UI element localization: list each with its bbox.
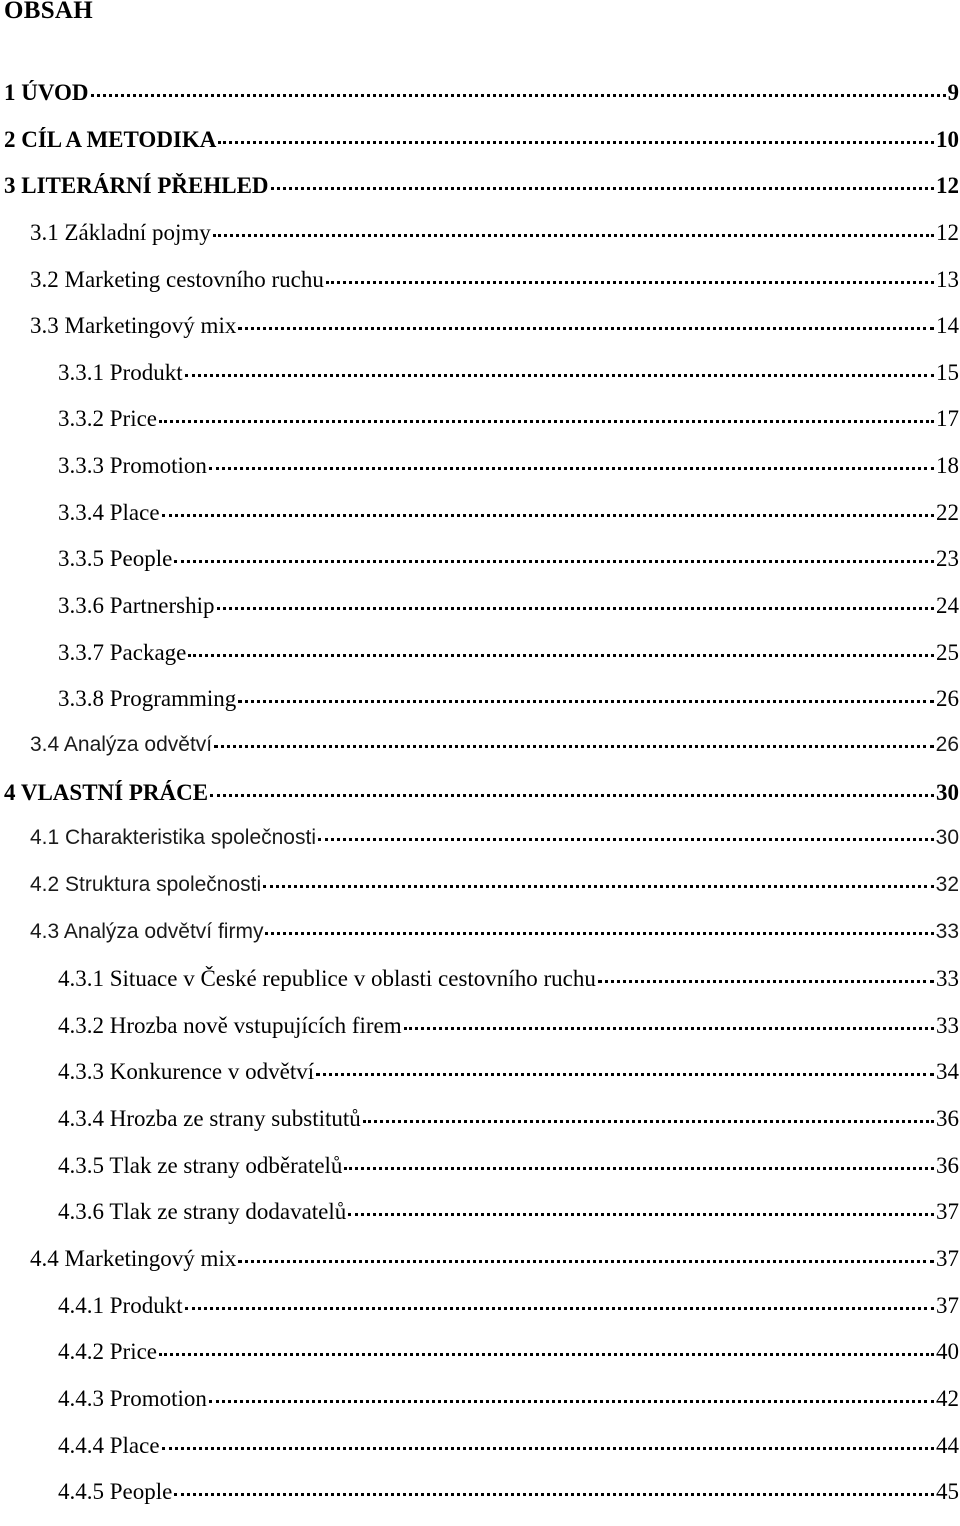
toc-entry[interactable] <box>0 920 960 967</box>
toc-entry-label: Place <box>110 1433 160 1458</box>
toc-entry-number: 4.4.5 <box>58 1479 104 1504</box>
toc-entry-page-number: 36 <box>936 1106 960 1132</box>
toc-entry-page-number: 17 <box>936 406 960 432</box>
toc-entry[interactable] <box>0 360 960 407</box>
dot-leader <box>218 137 934 144</box>
toc-entry-page-number: 33 <box>936 1013 960 1039</box>
dot-leader <box>213 230 934 237</box>
toc-entry-page-number: 18 <box>936 453 960 479</box>
toc-entry-label: Charakteristika společnosti <box>65 826 316 849</box>
toc-entry-label: Situace v České republice v oblasti cestovního ruchu <box>110 966 596 991</box>
toc-entry-page-number: 37 <box>936 1199 960 1225</box>
toc-entry-title <box>58 453 207 479</box>
toc-entry-label: People <box>110 546 173 571</box>
toc-entry-page-number: 37 <box>936 1293 960 1319</box>
toc-entry-label: Konkurence v odvětví <box>110 1059 314 1084</box>
toc-entry-page-number: 30 <box>936 826 960 850</box>
toc-entry-title <box>58 1386 207 1412</box>
toc-entry-title <box>4 127 216 153</box>
toc-entry-number: 4.4.4 <box>58 1433 104 1458</box>
toc-entry-label: Hrozba nově vstupujících firem <box>110 1013 402 1038</box>
toc-entry-number: 4.1 <box>30 826 59 849</box>
toc-entry-number: 3.3.2 <box>58 406 104 431</box>
toc-entry-label: LITERÁRNÍ PŘEHLED <box>21 173 268 198</box>
toc-entry-number: 3.2 <box>30 267 59 292</box>
toc-entry[interactable] <box>0 966 960 1013</box>
toc-entry-page-number: 33 <box>936 920 960 944</box>
toc-entry-label: Marketing cestovního ruchu <box>65 267 324 292</box>
toc-entry-title <box>58 1433 160 1459</box>
toc-entry-number: 4.4 <box>30 1246 59 1271</box>
toc-entry[interactable] <box>0 1293 960 1340</box>
dot-leader <box>363 1116 934 1123</box>
toc-entry[interactable] <box>0 453 960 500</box>
toc-entry-page-number: 26 <box>936 686 960 712</box>
toc-entry[interactable] <box>0 80 960 127</box>
toc-entry-number: 4.4.3 <box>58 1386 104 1411</box>
toc-entry[interactable] <box>0 127 960 174</box>
toc-entry-number: 3.3.1 <box>58 360 104 385</box>
toc-entry-label: People <box>110 1479 173 1504</box>
toc-entry[interactable] <box>0 593 960 640</box>
toc-entry[interactable] <box>0 1433 960 1480</box>
toc-entry-label: Produkt <box>110 1293 183 1318</box>
toc-entry-number: 4.4.2 <box>58 1339 104 1364</box>
toc-entry-page-number: 40 <box>936 1339 960 1365</box>
toc-entry-number: 3.3.4 <box>58 500 104 525</box>
toc-entry-number: 3.3.3 <box>58 453 104 478</box>
toc-entry-page-number: 42 <box>936 1386 960 1412</box>
toc-entry-page-number: 22 <box>936 500 960 526</box>
toc-entry-label: Základní pojmy <box>65 220 211 245</box>
toc-entry-label: Tlak ze strany odběratelů <box>109 1153 342 1178</box>
toc-entry-number: 3.3.8 <box>58 686 104 711</box>
toc-entry[interactable] <box>0 406 960 453</box>
dot-leader <box>210 790 934 797</box>
toc-entry[interactable] <box>0 546 960 593</box>
dot-leader <box>174 556 934 563</box>
toc-entry-title <box>30 1246 236 1272</box>
toc-entry-page-number: 32 <box>936 873 960 897</box>
dot-leader <box>159 1349 934 1356</box>
toc-entry-title <box>58 1199 346 1225</box>
toc-entry[interactable] <box>0 1386 960 1433</box>
toc-entry-title <box>58 1106 361 1132</box>
toc-entry-title <box>58 360 183 386</box>
dot-leader <box>185 1303 934 1310</box>
toc-entry-page-number: 14 <box>936 313 960 339</box>
dot-leader <box>188 650 934 657</box>
dot-leader <box>316 1069 934 1076</box>
toc-entry-title <box>30 873 261 897</box>
dot-leader <box>162 1443 934 1450</box>
toc-entry-label: Partnership <box>110 593 215 618</box>
dot-leader <box>214 741 933 748</box>
toc-entry[interactable] <box>0 780 960 827</box>
toc-entry[interactable] <box>0 1059 960 1106</box>
toc-entry-page-number: 30 <box>936 780 960 806</box>
toc-entry-number: 4.3.2 <box>58 1013 104 1038</box>
dot-leader <box>263 881 933 888</box>
toc-entry-number: 3.3.7 <box>58 640 104 665</box>
toc-entry[interactable] <box>0 267 960 314</box>
toc-entry-title <box>58 1293 183 1319</box>
toc-entry-title <box>30 267 324 293</box>
toc-entry-title <box>58 1059 314 1085</box>
toc-entry-title <box>4 173 269 199</box>
toc-entry-label: Package <box>110 640 187 665</box>
toc-entry-label: Analýza odvětví <box>64 733 212 756</box>
dot-leader <box>209 1396 934 1403</box>
toc-entry-number: 4.3.3 <box>58 1059 104 1084</box>
toc-entry-title <box>30 313 236 339</box>
toc-entry-label: Struktura společnosti <box>65 873 261 896</box>
toc-entry-page-number: 25 <box>936 640 960 666</box>
toc-entry[interactable] <box>0 173 960 220</box>
toc-entry-number: 3.3.5 <box>58 546 104 571</box>
dot-leader <box>404 1023 934 1030</box>
toc-entry-label: Tlak ze strany dodavatelů <box>109 1199 346 1224</box>
toc-entry-label: Price <box>110 406 157 431</box>
toc-entry-title <box>58 1479 172 1505</box>
toc-entry-title <box>58 500 160 526</box>
dot-leader <box>174 1489 934 1496</box>
toc-entry-number: 4.3.1 <box>58 966 104 991</box>
dot-leader <box>318 834 934 841</box>
toc-entry[interactable] <box>0 826 960 873</box>
toc-entry-page-number: 33 <box>936 966 960 992</box>
toc-entry-page-number: 37 <box>936 1246 960 1272</box>
toc-entry-title <box>58 686 236 712</box>
dot-leader <box>265 928 933 935</box>
toc-entry-label: Programming <box>110 686 237 711</box>
toc-entry-number: 4.3.4 <box>58 1106 104 1131</box>
dot-leader <box>162 510 934 517</box>
dot-leader <box>326 277 934 284</box>
toc-entry-number: 3.3 <box>30 313 59 338</box>
toc-entry-title <box>58 593 215 619</box>
toc-entry-page-number: 34 <box>936 1059 960 1085</box>
toc-entry-page-number: 44 <box>936 1433 960 1459</box>
dot-leader <box>209 463 934 470</box>
toc-entry[interactable] <box>0 1199 960 1246</box>
toc-entry-label: Hrozba ze strany substitutů <box>110 1106 361 1131</box>
toc-entry-title <box>30 920 263 944</box>
toc-entry[interactable] <box>0 873 960 920</box>
toc-entry-label: Promotion <box>110 1386 207 1411</box>
toc-entry-page-number: 36 <box>936 1153 960 1179</box>
toc-entry-title <box>58 546 172 572</box>
toc-entry-number: 3.1 <box>30 220 59 245</box>
toc-entry-page-number: 13 <box>936 267 960 293</box>
toc-entry-label: CÍL A METODIKA <box>21 127 216 152</box>
toc-entry-title <box>4 780 208 806</box>
toc-entry-page-number: 15 <box>936 360 960 386</box>
toc-entry-number: 4.4.1 <box>58 1293 104 1318</box>
toc-entry-number: 1 <box>4 80 16 105</box>
toc-entry-page-number: 12 <box>936 173 960 199</box>
toc-entry[interactable] <box>0 500 960 547</box>
toc-entry-title <box>58 1153 342 1179</box>
dot-leader <box>91 90 946 97</box>
toc-entry-title <box>58 640 186 666</box>
toc-entry-title <box>30 733 212 757</box>
toc-entry-title <box>58 966 596 992</box>
dot-leader <box>185 370 934 377</box>
toc-entry-number: 3.3.6 <box>58 593 104 618</box>
toc-entry[interactable] <box>0 640 960 687</box>
toc-entry-label: Price <box>110 1339 157 1364</box>
toc-entry-number: 3.4 <box>30 733 59 756</box>
toc-entry-label: VLASTNÍ PRÁCE <box>21 780 208 805</box>
dot-leader <box>238 696 934 703</box>
toc-entry-page-number: 26 <box>936 733 960 757</box>
dot-leader <box>344 1163 934 1170</box>
toc-entry-title <box>4 80 89 106</box>
toc-entry-label: Marketingový mix <box>65 1246 237 1271</box>
dot-leader <box>217 603 934 610</box>
toc-entry[interactable] <box>0 1153 960 1200</box>
dot-leader <box>238 1256 934 1263</box>
toc-entry-title <box>58 1013 402 1039</box>
toc-entry-label: Place <box>110 500 160 525</box>
page-title: OBSAH <box>4 0 93 28</box>
toc-entry-title <box>58 1339 157 1365</box>
table-of-contents <box>0 80 960 1526</box>
toc-entry[interactable] <box>0 733 960 780</box>
dot-leader <box>598 976 934 983</box>
toc-entry[interactable] <box>0 1246 960 1293</box>
toc-entry-label: Produkt <box>110 360 183 385</box>
dot-leader <box>348 1209 934 1216</box>
toc-entry-page-number: 45 <box>936 1479 960 1505</box>
toc-entry-label: Marketingový mix <box>65 313 237 338</box>
toc-entry[interactable] <box>0 1013 960 1060</box>
toc-entry[interactable] <box>0 1106 960 1153</box>
toc-entry-number: 4.3.6 <box>58 1199 104 1224</box>
toc-entry-page-number: 9 <box>948 80 960 106</box>
toc-entry-number: 2 <box>4 127 16 152</box>
toc-entry[interactable] <box>0 313 960 360</box>
toc-entry[interactable] <box>0 1479 960 1526</box>
toc-entry-page-number: 12 <box>936 220 960 246</box>
toc-entry[interactable] <box>0 1339 960 1386</box>
toc-entry-number: 4.2 <box>30 873 59 896</box>
toc-entry-page-number: 24 <box>936 593 960 619</box>
toc-entry-label: ÚVOD <box>21 80 88 105</box>
toc-entry-page-number: 23 <box>936 546 960 572</box>
toc-entry-number: 4 <box>4 780 16 805</box>
toc-entry-number: 4.3.5 <box>58 1153 104 1178</box>
toc-entry-number: 3 <box>4 173 16 198</box>
dot-leader <box>159 416 934 423</box>
dot-leader <box>238 323 934 330</box>
dot-leader <box>271 183 934 190</box>
toc-entry-number: 4.3 <box>30 920 59 943</box>
toc-entry[interactable] <box>0 220 960 267</box>
toc-entry-label: Analýza odvětví firmy <box>64 920 264 943</box>
toc-entry-title <box>30 220 211 246</box>
toc-entry-page-number: 10 <box>936 127 960 153</box>
toc-entry-title <box>58 406 157 432</box>
toc-entry[interactable] <box>0 686 960 733</box>
toc-entry-label: Promotion <box>110 453 207 478</box>
toc-entry-title <box>30 826 316 850</box>
